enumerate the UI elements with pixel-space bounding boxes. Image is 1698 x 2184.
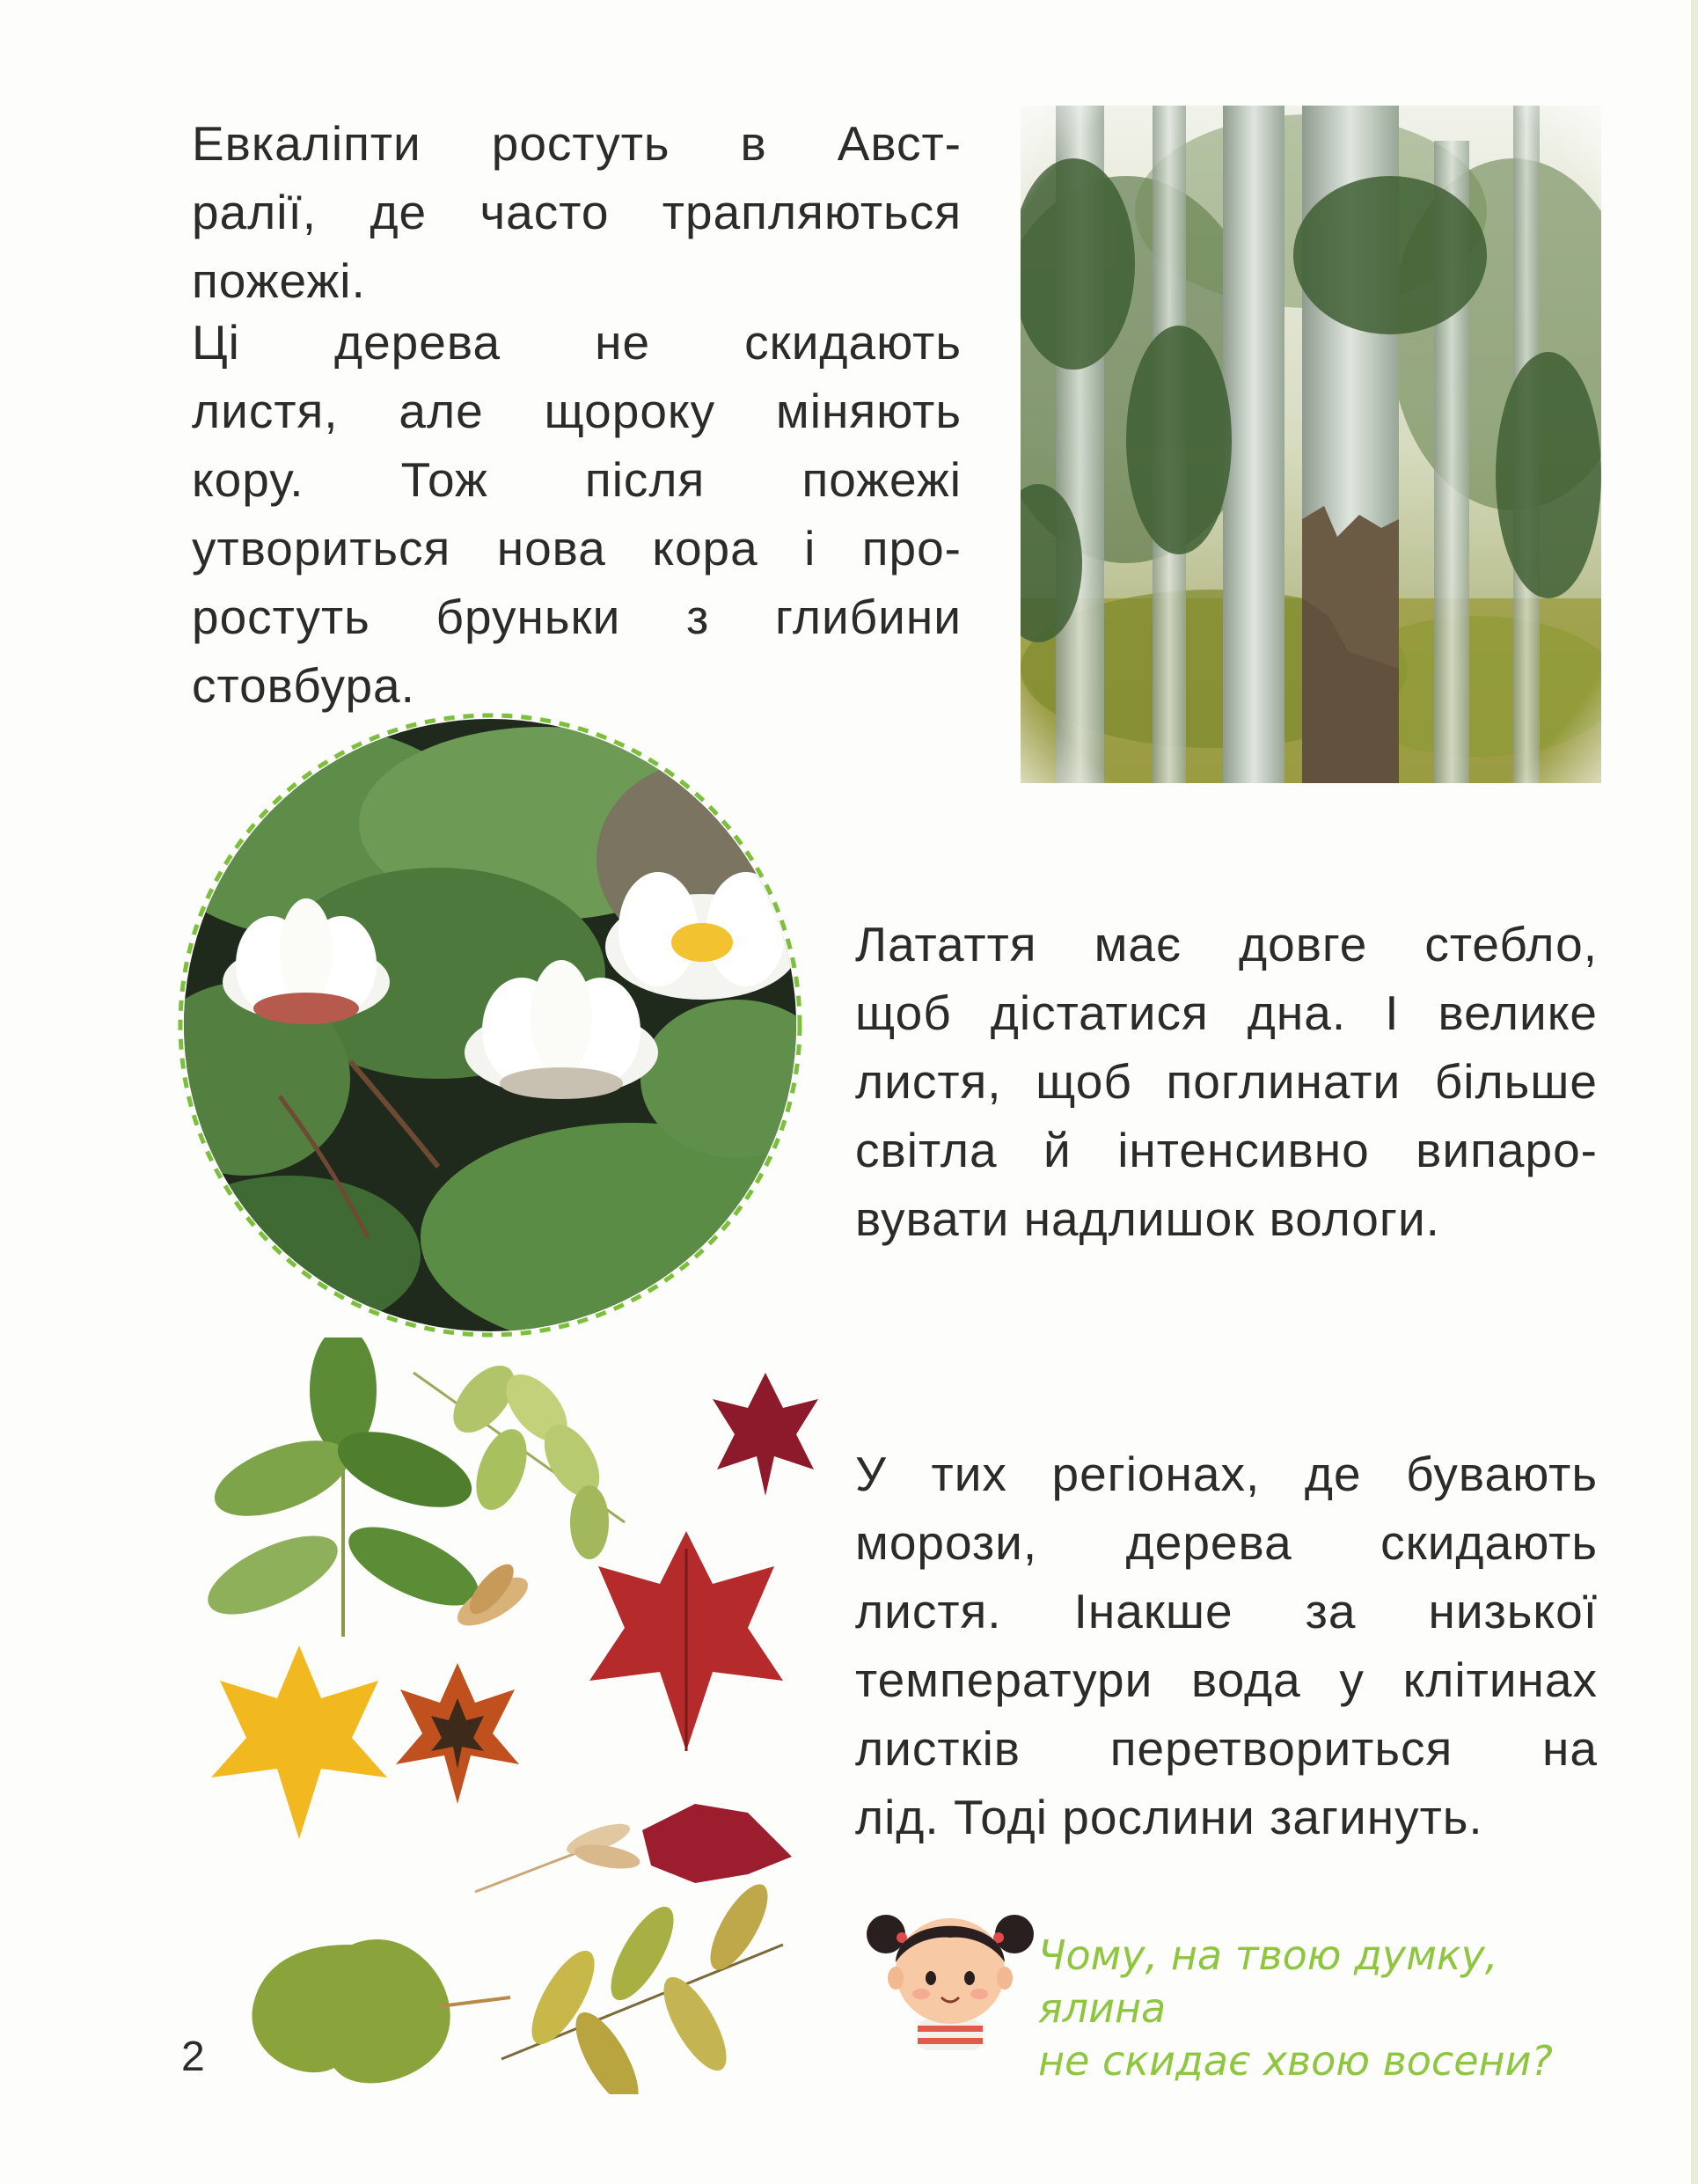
red-maple-leaf-small xyxy=(713,1373,818,1496)
text-line: ростуть бруньки з глибини xyxy=(192,590,962,644)
eucalyptus-paragraph-1 xyxy=(192,109,962,315)
text-line: листя, але щороку міняють xyxy=(192,384,962,438)
page-number: 2 xyxy=(181,2034,205,2080)
page-edge xyxy=(1691,0,1698,2184)
text-line: стовбура. xyxy=(192,658,415,713)
text-line: кору. Тож після пожежі xyxy=(192,452,962,507)
text-line: Ці дерева не скидають xyxy=(192,315,962,370)
text-line: лід. Тоді рослини загинуть. xyxy=(855,1790,1483,1844)
frost-paragraph xyxy=(855,1440,1598,1851)
text-line: листя. Інакше за низької xyxy=(855,1584,1598,1638)
question-line: не скидає хвою восени? xyxy=(1038,2037,1553,2085)
text-line: температури вода у клітинах xyxy=(855,1653,1598,1707)
question-text xyxy=(1038,1929,1601,2087)
text-line: ралії, де часто трапляються xyxy=(192,185,962,239)
text-line: щоб дістатися дна. І велике xyxy=(855,986,1598,1040)
text-line: Латаття має довге стебло, xyxy=(855,917,1598,971)
eucalyptus-forest-photo xyxy=(1021,106,1601,783)
text-line: пожежі. xyxy=(192,253,366,308)
yellow-maple-leaf xyxy=(211,1645,387,1839)
eucalyptus-paragraph-2 xyxy=(192,308,962,720)
dark-red-leaf xyxy=(642,1804,792,1883)
text-line: У тих регіонах, де бувають xyxy=(855,1447,1598,1501)
ash-seeds xyxy=(475,1818,642,1892)
red-maple-leaf-large xyxy=(589,1531,783,1751)
water-lily-paragraph xyxy=(855,910,1598,1253)
text-line: листя, щоб поглинати більше xyxy=(855,1054,1598,1109)
text-line: утвориться нова кора і про- xyxy=(192,521,962,575)
question-callout xyxy=(867,1892,1597,2085)
text-line: листків перетвориться на xyxy=(855,1721,1598,1776)
text-line: Евкаліпти ростуть в Авст- xyxy=(192,116,962,171)
green-compound-leaf xyxy=(197,1338,489,1637)
water-lily-photo xyxy=(174,709,806,1341)
girl-illustration xyxy=(867,1892,1034,2050)
yellow-green-compound-leaf xyxy=(501,1876,783,2094)
autumn-leaves-illustration xyxy=(167,1338,818,2094)
text-line: світла й інтенсивно випаро- xyxy=(855,1123,1598,1177)
question-line: Чому, на твою думку, ялина xyxy=(1038,1931,1498,2032)
text-line: морози, дерева скидають xyxy=(855,1515,1598,1570)
orange-maple-leaf xyxy=(396,1663,519,1804)
heart-shaped-leaf xyxy=(252,1939,510,2083)
text-line: вувати надлишок вологи. xyxy=(855,1191,1440,1246)
